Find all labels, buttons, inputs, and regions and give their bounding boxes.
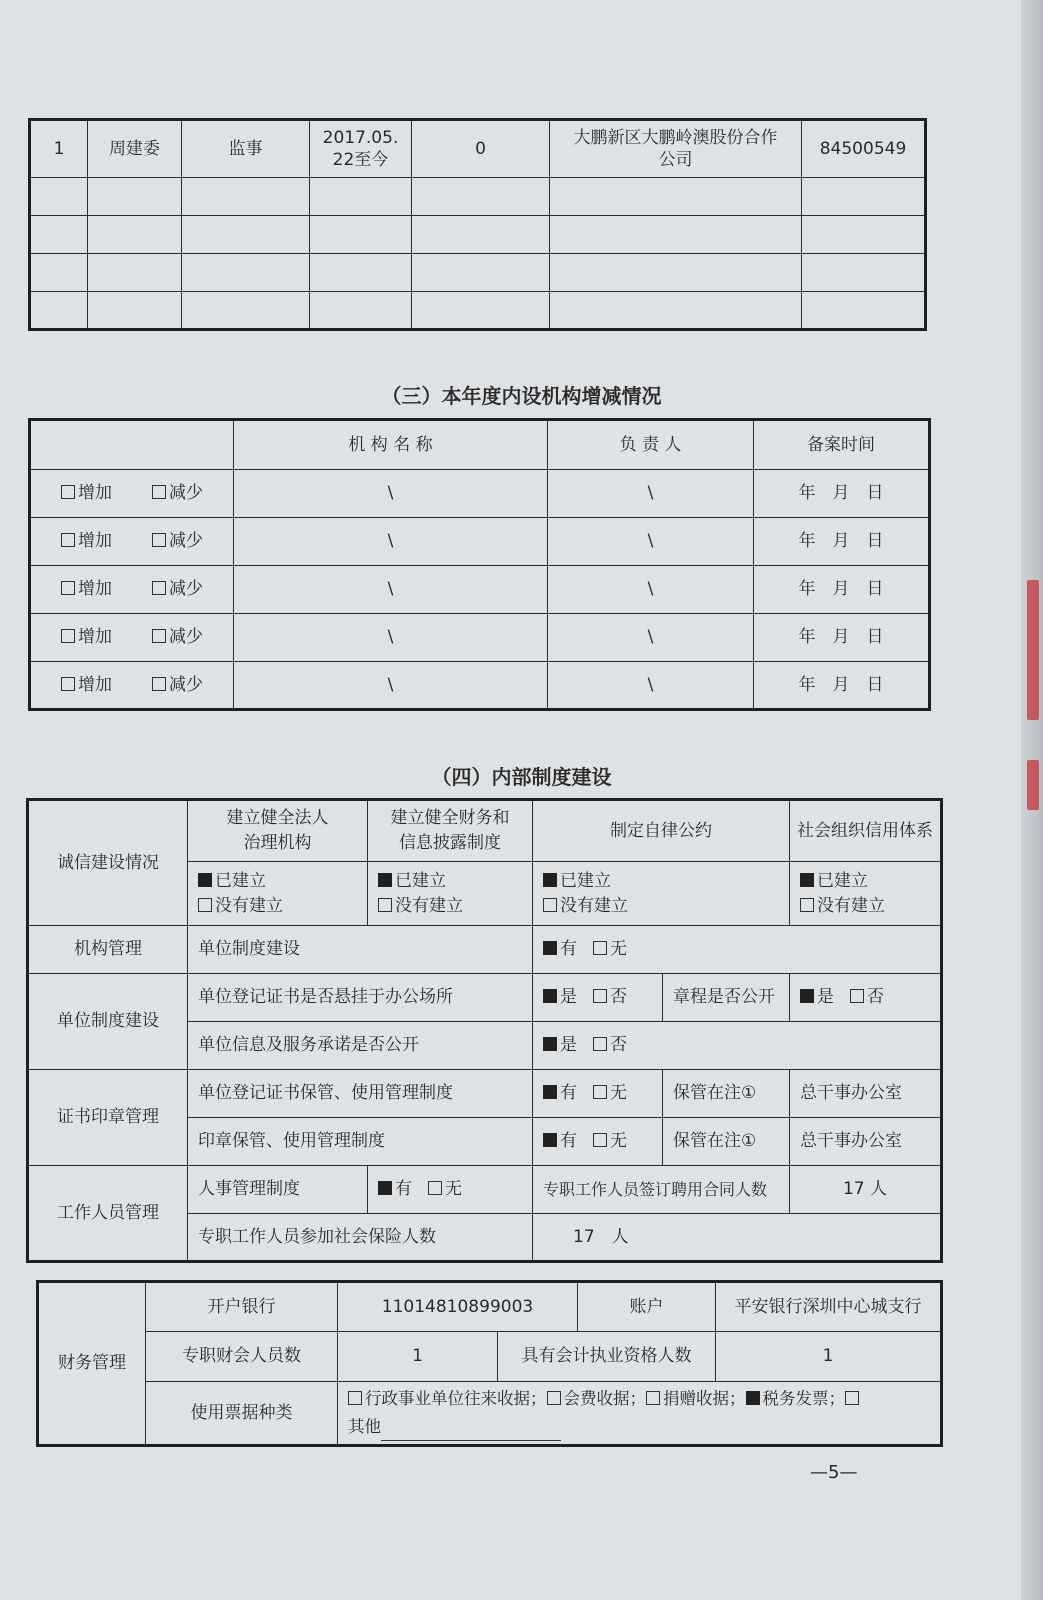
option-label: 已建立 [395, 870, 446, 891]
checkbox-add[interactable] [61, 677, 75, 691]
keeper-label: 保管在注① [663, 1118, 790, 1166]
keeper-value: 总干事办公室 [790, 1070, 942, 1118]
table-row [30, 518, 930, 566]
date-cell: 年 月 日 [754, 518, 930, 566]
person-cell: \ [548, 518, 754, 566]
option-label: 无 [610, 939, 627, 960]
checkbox-yes[interactable] [543, 1133, 557, 1147]
reduce-label: 减少 [169, 579, 203, 600]
unit-system-label: 单位制度建设 [28, 974, 188, 1070]
reduce-label: 减少 [169, 483, 203, 504]
hr-system-item: 人事管理制度 [188, 1166, 368, 1214]
checkbox-no[interactable] [593, 1133, 607, 1147]
org-name-cell: \ [234, 566, 548, 614]
header-blank [30, 420, 234, 470]
section4-title: （四）内部制度建设 [431, 765, 612, 789]
staff-mgmt-label: 工作人员管理 [28, 1166, 188, 1262]
checkbox-add[interactable] [61, 533, 75, 547]
cert-mgmt-item: 单位登记证书保管、使用管理制度 [188, 1070, 533, 1118]
checkbox-established[interactable] [543, 873, 557, 887]
row-number: 1 [30, 120, 88, 178]
checkbox-established[interactable] [378, 873, 392, 887]
checkbox-no[interactable] [593, 1037, 607, 1051]
qualified-count-label: 具有会计执业资格人数 [498, 1332, 716, 1382]
term-period: 2017.05. 22至今 [310, 120, 412, 178]
accountant-count-value: 1 [338, 1332, 498, 1382]
stamp-edge-mark [1027, 580, 1039, 720]
option-label: 否 [610, 987, 627, 1008]
checkbox-no[interactable] [850, 989, 864, 1003]
checkbox-yes[interactable] [543, 1037, 557, 1051]
integrity-col-title: 制定自律公约 [533, 800, 790, 862]
info-public-question: 单位信息及服务承诺是否公开 [188, 1022, 533, 1070]
checkbox-not-established[interactable] [378, 898, 392, 912]
add-label: 增加 [78, 579, 112, 600]
date-cell: 年 月 日 [754, 614, 930, 662]
keeper-value: 总干事办公室 [790, 1118, 942, 1166]
internal-system-table [26, 798, 943, 1263]
person-name: 周建委 [88, 120, 182, 178]
accountant-count-label: 专职财会人员数 [146, 1332, 338, 1382]
account-label: 账户 [578, 1282, 716, 1332]
option-label: 无 [610, 1083, 627, 1104]
option-label: 是 [560, 1035, 577, 1056]
date-cell: 年 月 日 [754, 566, 930, 614]
option-label: 无 [445, 1179, 462, 1200]
checkbox-yes[interactable] [543, 1085, 557, 1099]
add-label: 增加 [78, 674, 112, 695]
integrity-col-title: 建立健全法人 治理机构 [188, 800, 368, 862]
checkbox-yes[interactable] [378, 1181, 392, 1195]
checkbox-no[interactable] [428, 1181, 442, 1195]
person-role: 监事 [182, 120, 310, 178]
integrity-col-title: 社会组织信用体系 [790, 800, 942, 862]
keeper-label: 保管在注① [663, 1070, 790, 1118]
org-name-cell: \ [234, 614, 548, 662]
person-cell: \ [548, 614, 754, 662]
checkbox-no[interactable] [593, 989, 607, 1003]
finance-label: 财务管理 [38, 1282, 146, 1446]
table-row [30, 178, 926, 216]
checkbox-not-established[interactable] [800, 898, 814, 912]
option-label: 是 [560, 987, 577, 1008]
org-mgmt-label: 机构管理 [28, 926, 188, 974]
receipt-option: 捐赠收据； [663, 1388, 746, 1408]
header-org-name: 机 构 名 称 [234, 420, 548, 470]
integrity-label: 诚信建设情况 [28, 800, 188, 926]
reduce-label: 减少 [169, 674, 203, 695]
page-number: —5— [810, 1462, 858, 1483]
employer: 大鹏新区大鹏岭澳股份合作 公司 [550, 120, 802, 178]
checkbox-admin-receipt[interactable] [348, 1391, 362, 1405]
seal-mgmt-item: 印章保管、使用管理制度 [188, 1118, 533, 1166]
checkbox-add[interactable] [61, 581, 75, 595]
option-label: 有 [560, 939, 577, 960]
table-row [30, 216, 926, 254]
amount: 0 [412, 120, 550, 178]
option-label: 没有建立 [817, 895, 885, 916]
phone: 84500549 [802, 120, 926, 178]
table-row [30, 614, 930, 662]
table-row [30, 292, 926, 330]
bank-label: 开户银行 [146, 1282, 338, 1332]
option-label: 已建立 [560, 870, 611, 891]
receipt-option: 行政事业单位往来收据； [365, 1388, 547, 1408]
qualified-count-value: 1 [716, 1332, 942, 1382]
add-label: 增加 [78, 627, 112, 648]
checkbox-reduce[interactable] [152, 485, 166, 499]
checkbox-tax-invoice[interactable] [746, 1391, 760, 1405]
insurance-count-label: 专职工作人员参加社会保险人数 [188, 1214, 533, 1262]
option-label: 否 [867, 987, 884, 1008]
add-label: 增加 [78, 483, 112, 504]
receipt-type-label: 使用票据种类 [146, 1382, 338, 1446]
checkbox-yes[interactable] [543, 941, 557, 955]
option-label: 有 [395, 1179, 412, 1200]
receipt-option: 会费收据； [563, 1388, 646, 1408]
org-mgmt-item: 单位制度建设 [188, 926, 533, 974]
checkbox-reduce[interactable] [152, 581, 166, 595]
option-label: 是 [817, 987, 834, 1008]
cert-hung-question: 单位登记证书是否悬挂于办公场所 [188, 974, 533, 1022]
checkbox-other[interactable] [845, 1391, 859, 1405]
account-value: 平安银行深圳中心城支行 [716, 1282, 942, 1332]
person-cell: \ [548, 662, 754, 710]
section3-title: （三）本年度内设机构增减情况 [381, 384, 662, 408]
bank-value: 11014810899003 [338, 1282, 578, 1332]
option-label: 无 [610, 1131, 627, 1152]
charter-public-question: 章程是否公开 [663, 974, 790, 1022]
checkbox-not-established[interactable] [198, 898, 212, 912]
option-label: 已建立 [817, 870, 868, 891]
org-name-cell: \ [234, 662, 548, 710]
org-name-cell: \ [234, 470, 548, 518]
option-label: 没有建立 [395, 895, 463, 916]
checkbox-reduce[interactable] [152, 677, 166, 691]
org-name-cell: \ [234, 518, 548, 566]
receipt-option: 税务发票； [762, 1388, 845, 1408]
person-cell: \ [548, 470, 754, 518]
departments-table [28, 418, 931, 711]
checkbox-no[interactable] [593, 1085, 607, 1099]
option-label: 没有建立 [560, 895, 628, 916]
contract-count-label: 专职工作人员签订聘用合同人数 [533, 1166, 790, 1214]
other-blank-line[interactable] [381, 1422, 561, 1441]
cert-seal-label: 证书印章管理 [28, 1070, 188, 1166]
checkbox-add[interactable] [61, 629, 75, 643]
checkbox-reduce[interactable] [152, 629, 166, 643]
table-row [30, 254, 926, 292]
option-label: 没有建立 [215, 895, 283, 916]
integrity-col-title: 建立健全财务和 信息披露制度 [368, 800, 533, 862]
table-row [30, 470, 930, 518]
reduce-label: 减少 [169, 531, 203, 552]
reduce-label: 减少 [169, 627, 203, 648]
table-row [30, 120, 926, 178]
checkbox-fee-receipt[interactable] [547, 1391, 561, 1405]
option-label: 有 [560, 1083, 577, 1104]
checkbox-established[interactable] [198, 873, 212, 887]
checkbox-yes[interactable] [543, 989, 557, 1003]
other-label: 其他 [348, 1417, 381, 1436]
checkbox-no[interactable] [593, 941, 607, 955]
checkbox-yes[interactable] [800, 989, 814, 1003]
table-row [30, 662, 930, 710]
header-person: 负 责 人 [548, 420, 754, 470]
checkbox-reduce[interactable] [152, 533, 166, 547]
finance-table [36, 1280, 943, 1447]
add-label: 增加 [78, 531, 112, 552]
checkbox-established[interactable] [800, 873, 814, 887]
header-date: 备案时间 [754, 420, 930, 470]
supervisor-table [28, 118, 927, 331]
date-cell: 年 月 日 [754, 470, 930, 518]
person-cell: \ [548, 566, 754, 614]
option-label: 否 [610, 1035, 627, 1056]
insurance-count-value: 17 人 [533, 1214, 942, 1262]
contract-count-value: 17 人 [790, 1166, 942, 1214]
checkbox-add[interactable] [61, 485, 75, 499]
option-label: 有 [560, 1131, 577, 1152]
checkbox-not-established[interactable] [543, 898, 557, 912]
table-row [30, 566, 930, 614]
option-label: 已建立 [215, 870, 266, 891]
checkbox-donation-receipt[interactable] [646, 1391, 660, 1405]
date-cell: 年 月 日 [754, 662, 930, 710]
